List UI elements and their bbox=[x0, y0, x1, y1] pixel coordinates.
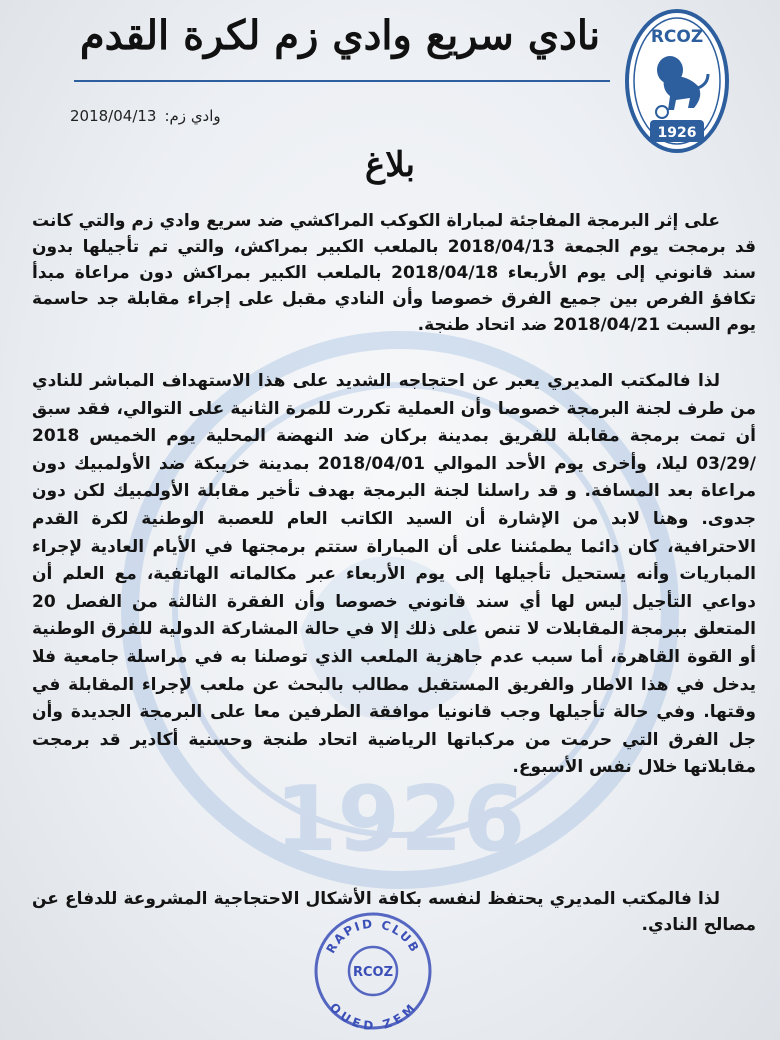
document-heading: بلاغ bbox=[364, 145, 416, 185]
body-paragraph-1: على إثر البرمجة المفاجئة لمباراة الكوكب المراكشي ضد سريع وادي زم والتي كانت قد برمجت يوم الجمعة 2018/04/13 بالملعب الكبير بمراكش، والتي تم تأجيلها بدون سند قانوني إلى يوم الأربعاء 2018/04/18 بالملعب الكبير بمراكش دون مراعاة مبدأ تكافؤ الفرص بين جميع الفرق خصوصا وأن النادي مقبل على إجراء مقابلة جد حاسمة يوم السبت 2018/04/21 ضد اتحاد طنجة. bbox=[32, 211, 756, 335]
date-label: وادي زم: bbox=[164, 107, 221, 125]
stamp-bottom-text: OUED ZEM bbox=[326, 1000, 420, 1032]
body-paragraph-3: لذا فالمكتب المديري يحتفظ لنفسه بكافة الأشكال الاحتجاجية المشروعة للدفاع عن مصالح النادي. bbox=[32, 889, 756, 935]
title-divider bbox=[74, 80, 610, 82]
stamp-center-text: RCOZ bbox=[352, 965, 394, 980]
club-name-title: نادي سريع وادي زم لكرة القدم bbox=[79, 12, 601, 59]
watermark-year: 1926 bbox=[274, 767, 526, 872]
club-logo bbox=[624, 8, 730, 154]
logo-year: 1926 bbox=[657, 125, 697, 141]
ball-icon bbox=[656, 106, 668, 118]
date-value: 2018/04/13 bbox=[70, 107, 157, 125]
stamp-top-text: RAPID CLUB bbox=[323, 916, 423, 956]
body-paragraph-2: لذا فالمكتب المديري يعبر عن احتجاجه الشديد على هذا الاستهداف المباشر للنادي من طرف لجنة البرمجة خصوصا وأن العملية تكررت للمرة الثانية على التوالي، فقد سبق أن تمت برمجة مقابلة للفريق بمدينة بركان ضد النهضة المحلية يوم الخميس 2018 /03/29 ليلا، وأخرى يوم الأحد الموالي 2018/04/01 بمدينة خريبكة ضد الأولمبيك دون مراعاة بعد المسافة. و قد راسلنا لجنة البرمجة بهدف تأخير مقابلة الأولمبيك لكن دون جدوى. وهنا لابد من الإشارة أن السيد الكاتب العام للعصبة الوطنية لكرة القدم الاحترافية، كان دائما يطمئننا على أن المباراة ستتم برمجتها في الأيام العادية لإجراء المباريات وأنه يستحيل تأجيلها إلى يوم الأربعاء عبر مكالماته الهاتفية، مع العلم أن دواعي التأجيل ليس لها أي سند قانوني خصوصا وأن الفقرة الثالثة من الفصل 20 المتعلق ببرمجة المقابلات لا تنص على ذلك إلا في حالة المشاركة الدولية للفرق الوطنية أو القوة القاهرة، أما سبب عدم جاهزية الملعب الذي توصلنا به في مراسلة جامعية فلا يدخل في هذا الاطار والفريق المستقبل مطالب بالبحث عن ملعب لإجراء المقابلة في وقتها. وفي حالة تأجيلها وجب قانونيا موافقة الطرفين معا على البرمجة الجديدة وأن جل الفرق التي حرمت من مركباتها الرياضية اتحاد طنجة وحسنية أكادير قد برمجت مقابلاتها خلال نفس الأسبوع. bbox=[32, 371, 756, 778]
logo-abbr: RCOZ bbox=[650, 27, 704, 47]
date-line bbox=[70, 107, 230, 125]
club-stamp bbox=[312, 910, 434, 1032]
